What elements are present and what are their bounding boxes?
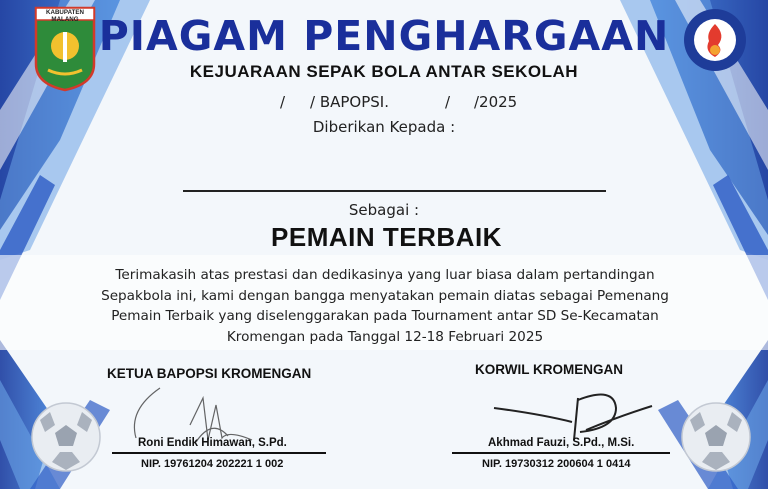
signatory-2-name: Akhmad Fauzi, S.Pd., M.Si. xyxy=(488,437,635,449)
award-title: PEMAIN TERBAIK xyxy=(271,222,502,252)
description-line: Sepakbola ini, kami dengan bangga menyatakan pemain diatas sebagai Pemenang xyxy=(101,287,669,304)
description-line: Pemain Terbaik yang diselenggarakan pada Tournament antar SD Se-Kecamatan xyxy=(111,308,659,324)
signatory-2-title: KORWIL KROMENGAN xyxy=(475,362,623,377)
number-slash-2: / xyxy=(445,93,451,111)
given-to-label: Diberikan Kepada : xyxy=(312,118,456,136)
signatory-1-title: KETUA BAPOPSI KROMENGAN xyxy=(107,366,312,381)
number-year: /2025 xyxy=(474,93,518,111)
signatory-1-name: Roni Endik Himawan, S.Pd. xyxy=(138,437,287,449)
number-organization: / BAPOPSI. xyxy=(310,93,389,111)
signatory-1-nip: NIP. 19761204 202221 1 002 xyxy=(141,458,284,470)
signatory-2-nip: NIP. 19730312 200604 1 0414 xyxy=(482,458,631,470)
as-label: Sebagai : xyxy=(348,201,420,219)
description-line: Terimakasih atas prestasi dan dedikasinya yang luar biasa dalam pertandingan xyxy=(115,267,655,283)
number-slash-1: / xyxy=(280,93,286,111)
certificate-title: PIAGAM PENGHARGAAN xyxy=(98,12,670,60)
event-subtitle: KEJUARAAN SEPAK BOLA ANTAR SEKOLAH xyxy=(189,62,579,81)
description-line: Kromengan pada Tanggal 12-18 Februari 2025 xyxy=(226,328,544,345)
signatory-2-line xyxy=(452,452,670,454)
left-logo-label: KABUPATEN MALANG xyxy=(46,9,84,23)
